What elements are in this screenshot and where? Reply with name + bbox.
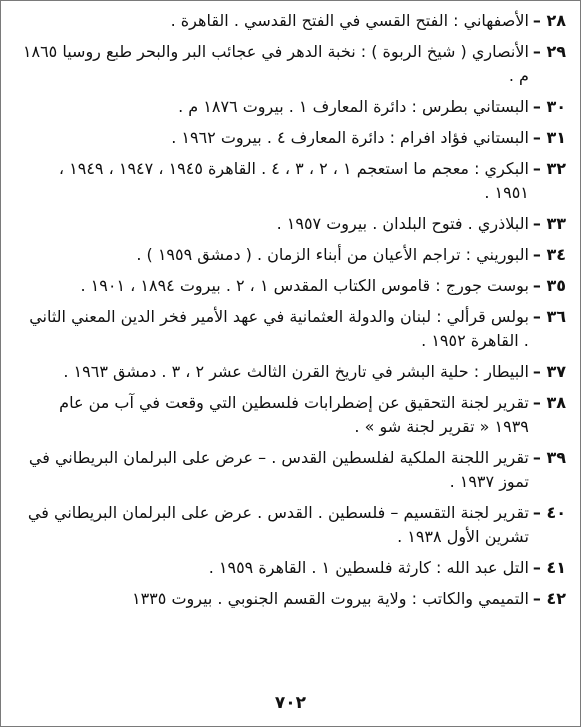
entry-text: البوريني : تراجم الأعيان من أبناء الزمان . ( دمشق ١٩٥٩ ) . xyxy=(136,245,529,264)
entry-number: ٣٢ – xyxy=(532,159,566,178)
entry-number: ٤٢ – xyxy=(532,589,566,608)
entry-number: ٣٨ – xyxy=(532,393,566,412)
entry-number: ٣٤ – xyxy=(532,245,566,264)
bibliography-entry xyxy=(21,305,566,353)
page-number: ٧٠٢ xyxy=(274,693,307,713)
entry-text: البستاني فؤاد افرام : دائرة المعارف ٤ . بيروت ١٩٦٢ . xyxy=(171,128,529,147)
entry-number: ٣٩ – xyxy=(532,448,566,467)
bibliography-entry xyxy=(21,501,566,549)
bibliography-entry xyxy=(21,587,566,611)
entry-number: ٣٠ – xyxy=(532,97,566,116)
bibliography-entry xyxy=(21,95,566,119)
entry-text: تقرير لجنة التقسيم – فلسطين . القدس . عرض على البرلمان البريطاني في تشرين الأول ١٩٣٨ . xyxy=(27,503,529,546)
bibliography-list xyxy=(21,9,566,618)
entry-text: البكري : معجم ما استعجم ١ ، ٢ ، ٣ ، ٤ . القاهرة ١٩٤٥ ، ١٩٤٧ ، ١٩٤٩ ، ١٩٥١ . xyxy=(58,159,529,202)
entry-text: بوست جورج : قاموس الكتاب المقدس ١ ، ٢ . بيروت ١٨٩٤ ، ١٩٠١ . xyxy=(80,276,529,295)
entry-text: بولس قرألي : لبنان والدولة العثمانية في عهد الأمير فخر الدين المعني الثاني . القاهرة ١٩٥٢ . xyxy=(29,307,529,350)
entry-number: ٣٣ – xyxy=(532,214,566,233)
entry-number: ٤١ – xyxy=(532,558,566,577)
entry-text: التل عبد الله : كارثة فلسطين ١ . القاهرة ١٩٥٩ . xyxy=(208,558,529,577)
bibliography-entry xyxy=(21,126,566,150)
entry-number: ٣٥ – xyxy=(532,276,566,295)
bibliography-entry xyxy=(21,391,566,439)
entry-number: ٣٦ – xyxy=(532,307,566,326)
bibliography-entry xyxy=(21,40,566,88)
entry-number: ٢٨ – xyxy=(532,11,566,30)
entry-text: البلاذري . فتوح البلدان . بيروت ١٩٥٧ . xyxy=(276,214,529,233)
entry-number: ٣٧ – xyxy=(532,362,566,381)
entry-text: تقرير اللجنة الملكية لفلسطين القدس . – عرض على البرلمان البريطاني في تموز ١٩٣٧ . xyxy=(28,448,529,491)
bibliography-entry xyxy=(21,157,566,205)
entry-text: البستاني بطرس : دائرة المعارف ١ . بيروت ١٨٧٦ م . xyxy=(178,97,529,116)
bibliography-entry xyxy=(21,9,566,33)
bibliography-entry xyxy=(21,360,566,384)
bibliography-entry xyxy=(21,274,566,298)
bibliography-entry xyxy=(21,556,566,580)
bibliography-entry xyxy=(21,212,566,236)
entry-text: التميمي والكاتب : ولاية بيروت القسم الجنوبي . بيروت ١٣٣٥ xyxy=(131,589,529,608)
entry-number: ٤٠ – xyxy=(532,503,566,522)
entry-text: تقرير لجنة التحقيق عن إضطرابات فلسطين التي وقعت في آب من عام ١٩٣٩ « تقرير لجنة شو » . xyxy=(59,393,529,436)
entry-number: ٣١ – xyxy=(532,128,566,147)
entry-number: ٢٩ – xyxy=(532,42,566,61)
entry-text: البيطار : حلية البشر في تاريخ القرن الثالث عشر ٢ ، ٣ . دمشق ١٩٦٣ . xyxy=(63,362,529,381)
bibliography-entry xyxy=(21,446,566,494)
bibliography-entry xyxy=(21,243,566,267)
entry-text: الأصفهاني : الفتح القسي في الفتح القدسي . القاهرة . xyxy=(170,11,529,30)
entry-text: الأنصاري ( شيخ الربوة ) : نخبة الدهر في عجائب البر والبحر طبع روسيا ١٨٦٥ م . xyxy=(22,42,529,85)
